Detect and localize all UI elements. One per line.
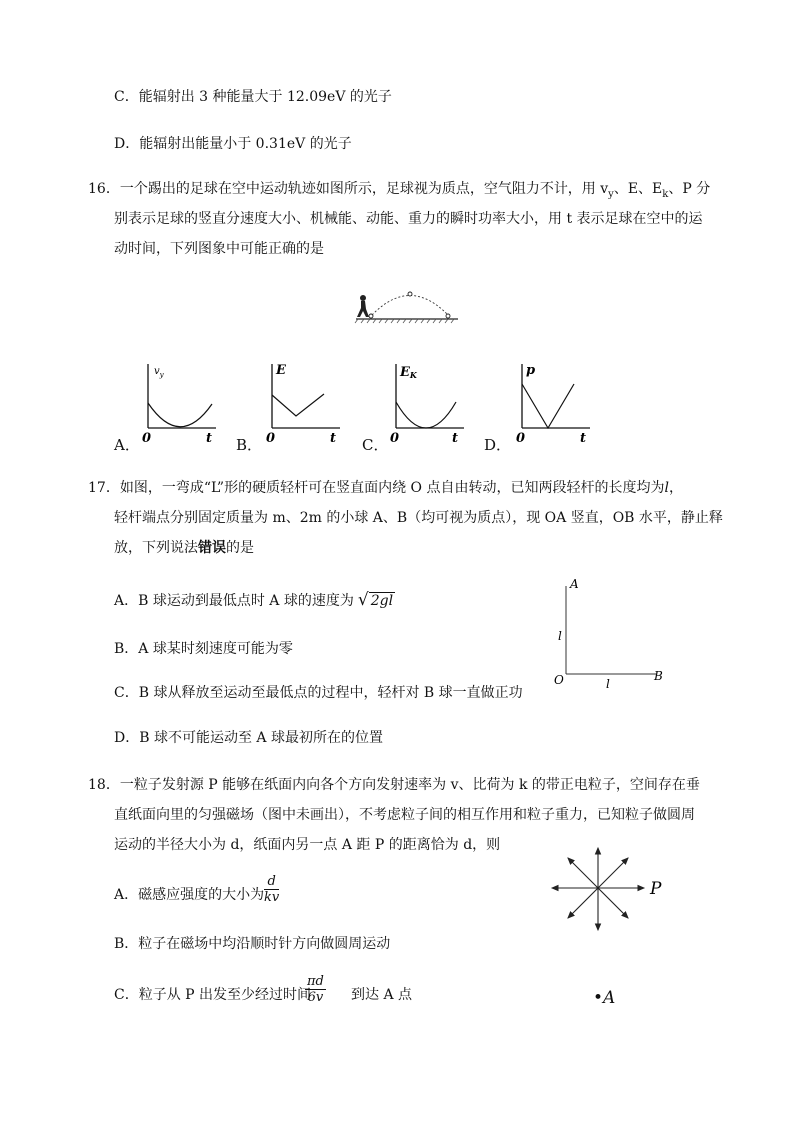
point-a-label: •A: [593, 988, 616, 1008]
rod-label-l-vertical: l: [558, 629, 562, 643]
graph-b-xlabel: t: [330, 431, 337, 446]
q17-stem-line2: 轻杆端点分别固定质量为 m、2m 的小球 A、B（均可视为质点），现 OA 竖直，OB 水平，静止释: [114, 510, 723, 526]
graph-d-ylabel: p: [526, 363, 536, 378]
graph-a-xlabel: t: [206, 431, 213, 446]
rod-label-a: A: [570, 577, 579, 591]
graph-a-ylabel: $v_y$: [154, 366, 164, 379]
q18-stem-line3: 运动的半径大小为 d，纸面内另一点 A 距 P 的距离恰为 d，则: [114, 837, 501, 853]
q18-option-a-fraction: $\frac{d}{kv}$: [264, 874, 280, 905]
rod-label-o: O: [554, 673, 564, 687]
rod-label-l-horizontal: l: [606, 677, 610, 691]
point-p-label: P: [650, 879, 662, 899]
q17-option-d: D．B 球不可能运动至 A 球最初所在的位置: [114, 730, 383, 746]
graph-d-p-t: [514, 362, 592, 444]
kicker-icon: [357, 295, 369, 317]
sqrt-expression: √ 2gl: [357, 590, 394, 610]
q17-option-c: C．B 球从释放至运动至最低点的过程中，轻杆对 B 球一直做正功: [114, 685, 523, 701]
graph-c-ek-t: [388, 362, 466, 444]
graph-b-origin: 0: [266, 431, 276, 446]
q18-option-c-fraction: $\frac{\pi d}{6v}$: [307, 974, 324, 1005]
graph-a-vy-t: [140, 362, 218, 444]
graph-option-b-label: B．: [236, 436, 263, 454]
graph-option-c-label: C．: [362, 436, 389, 454]
graph-c-ylabel: EK: [400, 365, 417, 380]
q16-stem-line1: 16．一个踢出的足球在空中运动轨迹如图所示，足球视为质点，空气阻力不计，用 $v_y$、E、$E_k$、P 分: [88, 181, 711, 200]
q17-stem-line3: 放，下列说法错误的是: [114, 540, 254, 556]
q15-option-d: D．能辐射出能量小于 0.31eV 的光子: [114, 136, 352, 152]
football-trajectory-figure: [352, 288, 462, 324]
q17-stem-line1: 17．如图，一弯成“L”形的硬质轻杆可在竖直面内绕 O 点自由转动，已知两段轻杆的长度均为l，: [88, 480, 683, 496]
graph-option-d-label: D．: [484, 436, 512, 454]
q16-stem-line2: 别表示足球的竖直分速度大小、机械能、动能、重力的瞬时功率大小，用 t 表示足球在空中的运: [114, 211, 703, 227]
q16-stem-line3: 动时间，下列图象中可能正确的是: [114, 241, 324, 257]
graph-option-a-label: A．: [114, 436, 140, 454]
graph-d-xlabel: t: [580, 431, 587, 446]
rod-label-b: B: [654, 669, 663, 683]
q18-option-b: B．粒子在磁场中均沿顺时针方向做圆周运动: [114, 936, 391, 952]
graph-c-origin: 0: [390, 431, 400, 446]
l-rod-figure: [546, 576, 676, 691]
q17-option-b: B．A 球某时刻速度可能为零: [114, 641, 293, 657]
q15-option-c: C．能辐射出 3 种能量大于 12.09eV 的光子: [114, 89, 392, 105]
q18-stem-line2: 直纸面向里的匀强磁场（图中未画出），不考虑粒子间的相互作用和粒子重力，已知粒子做圆周: [114, 807, 695, 823]
q18-option-a-text: A．磁感应强度的大小为: [114, 887, 265, 903]
q18-stem-line1: 18．一粒子发射源 P 能够在纸面内向各个方向发射速率为 v、比荷为 k 的带正电粒子，空间存在垂: [88, 777, 700, 793]
graph-c-xlabel: t: [452, 431, 459, 446]
graph-b-ylabel: E: [276, 363, 286, 378]
particle-source-figure: [546, 842, 676, 942]
emission-arrows: [552, 848, 644, 930]
graph-d-origin: 0: [516, 431, 526, 446]
q17-option-a: A．B 球运动到最低点时 A 球的速度为 √ 2gl: [114, 590, 394, 610]
q18-option-c-text: C．粒子从 P 出发至少经过时间 到达 A 点: [114, 987, 413, 1003]
graph-a-origin: 0: [142, 431, 152, 446]
graph-b-e-t: [264, 362, 342, 444]
